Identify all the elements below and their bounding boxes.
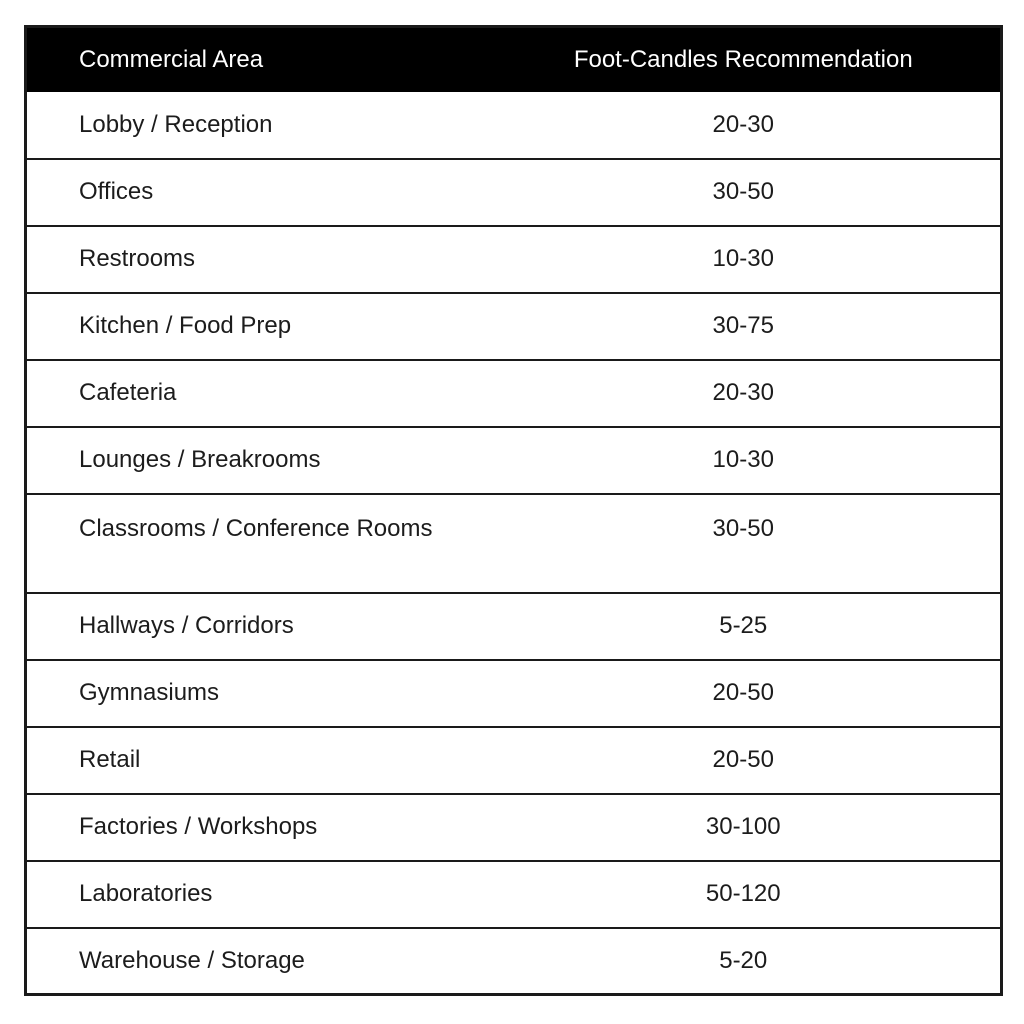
value-cell: 5-25 [719, 612, 768, 639]
table-row [26, 159, 1002, 226]
column-header-foot-candles: Foot-Candles Recommendation [573, 45, 913, 73]
table-row [26, 928, 1002, 995]
column-header-commercial-area: Commercial Area [79, 45, 264, 73]
table-row [26, 727, 1002, 794]
value-cell: 30-50 [712, 514, 774, 542]
area-cell: Restrooms [79, 245, 196, 272]
value-cell: 20-30 [712, 379, 774, 406]
table-header [26, 27, 1002, 92]
area-cell: Cafeteria [79, 379, 177, 406]
area-cell: Laboratories [79, 880, 213, 907]
area-cell: Classrooms / Conference Rooms [79, 514, 433, 542]
value-cell: 10-30 [712, 245, 774, 272]
area-cell: Lounges / Breakrooms [79, 446, 321, 473]
value-cell: 5-20 [719, 946, 768, 974]
value-cell: 20-30 [712, 110, 774, 138]
table-row [26, 593, 1002, 660]
table-row [26, 794, 1002, 861]
foot-candles-table [24, 25, 1003, 996]
table-row [26, 494, 1002, 593]
table-row [26, 226, 1002, 293]
table-row [26, 427, 1002, 494]
value-cell: 20-50 [712, 746, 774, 773]
area-cell: Gymnasiums [79, 679, 220, 706]
area-cell: Lobby / Reception [79, 110, 273, 138]
table-row [26, 861, 1002, 928]
area-cell: Warehouse / Storage [79, 946, 305, 974]
area-cell: Kitchen / Food Prep [79, 312, 292, 339]
table-body [26, 92, 1002, 995]
area-cell: Retail [79, 746, 141, 773]
value-cell: 10-30 [712, 446, 774, 473]
value-cell: 30-75 [712, 312, 774, 339]
table-row [26, 293, 1002, 360]
table-row [26, 660, 1002, 727]
value-cell: 30-100 [705, 813, 781, 840]
area-cell: Hallways / Corridors [79, 612, 294, 639]
header-row [26, 27, 1002, 92]
table-row [26, 360, 1002, 427]
value-cell: 50-120 [705, 880, 781, 907]
value-cell: 20-50 [712, 679, 774, 706]
foot-candles-table-container [24, 25, 1000, 996]
table-row [26, 92, 1002, 159]
area-cell: Factories / Workshops [79, 813, 318, 840]
value-cell: 30-50 [712, 178, 774, 205]
area-cell: Offices [79, 178, 154, 205]
